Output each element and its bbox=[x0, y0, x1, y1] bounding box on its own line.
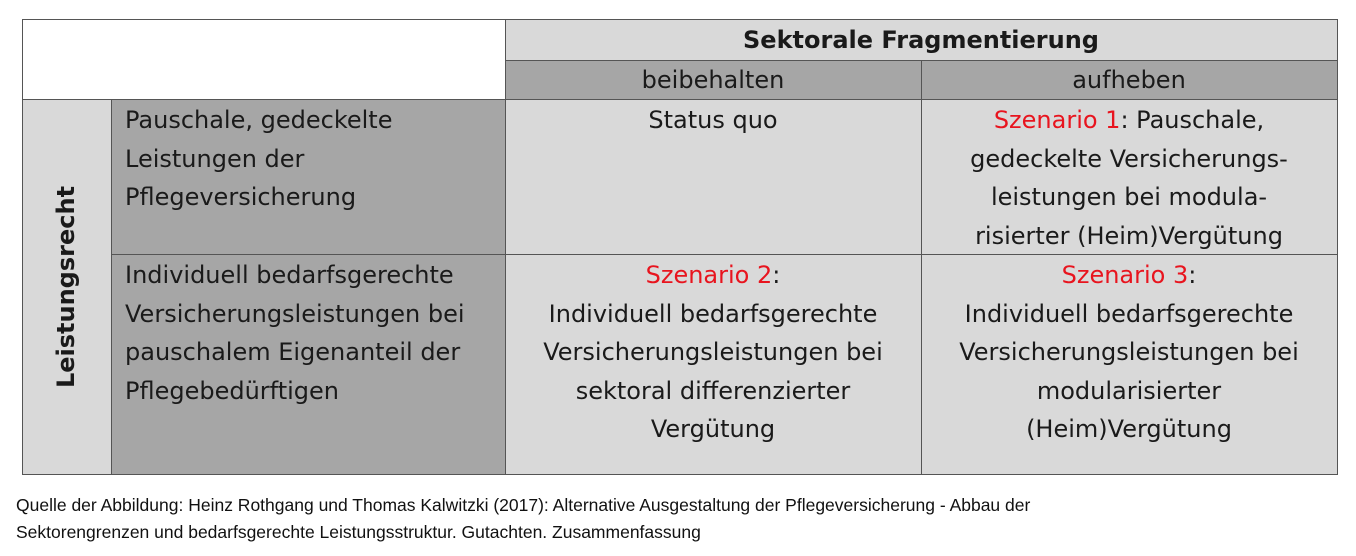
column-group-header bbox=[505, 19, 1337, 60]
cell-line: Versicherungsleistungen bei bbox=[543, 338, 883, 366]
row-label-line: Leistungen der bbox=[125, 144, 305, 173]
grid-line bbox=[505, 19, 506, 475]
header-blank-cell bbox=[22, 19, 505, 99]
cell-szenario-2 bbox=[505, 254, 921, 474]
column-header-beibehalten: beibehalten bbox=[505, 60, 921, 99]
scenario-label-rest: : Pauschale, bbox=[1120, 106, 1265, 134]
cell-first-line bbox=[931, 101, 1327, 140]
cell-line: Individuell bedarfsgerechte bbox=[548, 299, 878, 328]
row-group-header-text: Leistungsrecht bbox=[52, 185, 81, 388]
column-header-aufheben: aufheben bbox=[921, 60, 1337, 99]
row-group-header bbox=[22, 99, 111, 474]
source-citation bbox=[16, 492, 1336, 546]
scenario-label: Szenario 1 bbox=[993, 106, 1121, 134]
grid-line bbox=[111, 254, 1338, 255]
grid-line bbox=[111, 99, 112, 475]
column-group-header-text: Sektorale Fragmentierung bbox=[743, 25, 1099, 54]
grid-line bbox=[22, 99, 1338, 100]
row-label-line: Individuell bedarfsgerechte bbox=[125, 261, 454, 289]
source-line: Sektorengrenzen und bedarfsgerechte Leistungsstruktur. Gutachten. Zusammenfassung bbox=[16, 522, 701, 542]
grid-line bbox=[921, 60, 922, 475]
cell-first-line bbox=[931, 256, 1327, 295]
cell-line: Status quo bbox=[648, 106, 778, 134]
row-label-line: Pflegebedürftigen bbox=[125, 376, 339, 405]
cell-first-line bbox=[515, 256, 911, 295]
row-label-line: pauschalem Eigenanteil der bbox=[125, 338, 461, 366]
scenario-label: Szenario 2 bbox=[645, 261, 773, 289]
cell-line: gedeckelte Versicherungs- bbox=[970, 144, 1288, 173]
cell-line: Vergütung bbox=[650, 415, 776, 443]
cell-szenario-1 bbox=[921, 99, 1337, 254]
grid-line bbox=[1337, 19, 1338, 475]
scenario-label: Szenario 3 bbox=[1061, 261, 1189, 289]
grid-line bbox=[22, 474, 1338, 475]
cell-line: Versicherungsleistungen bei bbox=[959, 338, 1299, 366]
scenario-label-rest: : bbox=[772, 261, 781, 289]
source-line: Quelle der Abbildung: Heinz Rothgang und Thomas Kalwitzki (2017): Alternative Ausgestaltung der Pflegeversicherung - Abbau der bbox=[16, 495, 1031, 515]
cell-line: risierter (Heim)Vergütung bbox=[975, 221, 1283, 250]
row-label-individuell bbox=[111, 254, 505, 474]
row-label-line: Versicherungsleistungen bei bbox=[125, 299, 465, 328]
cell-line: modularisierter bbox=[1036, 376, 1222, 405]
cell-line: sektoral differenzierter bbox=[575, 376, 851, 405]
row-label-line: Pauschale, gedeckelte bbox=[125, 106, 393, 134]
grid-line bbox=[22, 19, 1338, 20]
cell-line: leistungen bei modula- bbox=[990, 183, 1268, 211]
cell-status-quo bbox=[505, 99, 921, 254]
grid-line bbox=[22, 19, 23, 475]
row-label-pauschale bbox=[111, 99, 505, 254]
cell-szenario-3 bbox=[921, 254, 1337, 474]
cell-line: Individuell bedarfsgerechte bbox=[964, 299, 1294, 328]
scenario-label-rest: : bbox=[1188, 261, 1197, 289]
cell-line: (Heim)Vergütung bbox=[1026, 415, 1232, 443]
row-label-line: Pflegeversicherung bbox=[125, 183, 357, 211]
